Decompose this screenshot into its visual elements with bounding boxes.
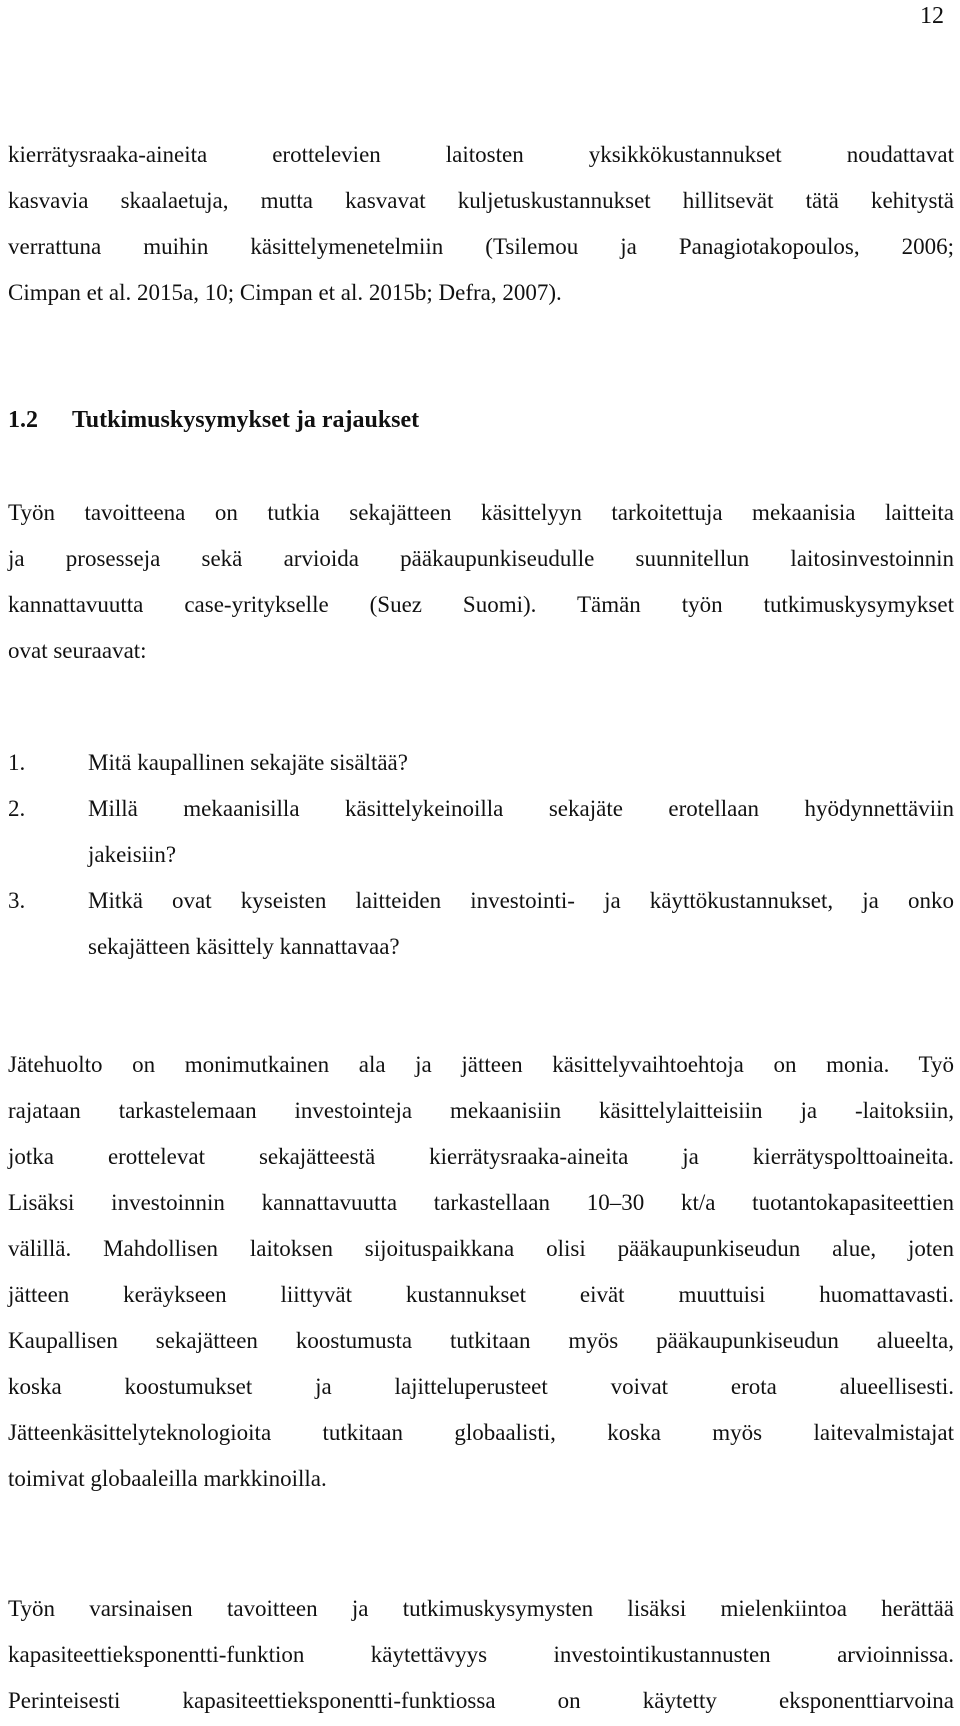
list-item	[8, 878, 954, 970]
text-line: Perinteisesti kapasiteettieksponentti-funktiossa on käytetty eksponenttiarvoina	[8, 1688, 954, 1713]
text-line: Kaupallisen sekajätteen koostumusta tutkitaan myös pääkaupunkiseudun alueelta,	[8, 1328, 954, 1353]
list-item-text: Mitä kaupallinen sekajäte sisältää?	[88, 750, 408, 775]
paragraph-capacity-exponent	[8, 1586, 954, 1724]
text-line: välillä. Mahdollisen laitoksen sijoituspaikkana olisi pääkaupunkiseudun alue, joten	[8, 1236, 954, 1261]
text-line: kannattavuutta case-yritykselle (Suez Suomi). Tämän työn tutkimuskysymykset	[8, 592, 954, 617]
text-line: Työn tavoitteena on tutkia sekajätteen käsittelyyn tarkoitettuja mekaanisia laitteita	[8, 500, 954, 525]
list-item-text: Millä mekaanisilla käsittelykeinoilla sekajäte erotellaan hyödynnettäviin	[88, 796, 954, 821]
text-line: kapasiteettieksponentti-funktion käytettävyys investointikustannusten arvioinnissa.	[8, 1642, 954, 1667]
list-marker: 3.	[8, 888, 26, 913]
text-line: jätteen keräykseen liittyvät kustannukset eivät muuttuisi huomattavasti.	[8, 1282, 954, 1307]
list-marker: 1.	[8, 750, 26, 775]
paragraph-objective	[8, 490, 954, 674]
text-line: toimivat globaaleilla markkinoilla.	[8, 1466, 327, 1491]
text-line: Lisäksi investoinnin kannattavuutta tarkastellaan 10–30 kt/a tuotantokapasiteettien	[8, 1190, 954, 1215]
text-line: ja prosesseja sekä arvioida pääkaupunkiseudulle suunnitellun laitosinvestoinnin	[8, 546, 954, 571]
list-marker: 2.	[8, 796, 26, 821]
section-number: 1.2	[8, 407, 38, 433]
page-number: 12	[920, 3, 944, 29]
text-line: koska koostumukset ja lajitteluperusteet voivat erota alueellisesti.	[8, 1374, 954, 1399]
text-line: Jätehuolto on monimutkainen ala ja jätteen käsittelyvaihtoehtoja on monia. Työ	[8, 1052, 954, 1077]
list-item	[8, 786, 954, 878]
text-line: Työn varsinaisen tavoitteen ja tutkimuskysymysten lisäksi mielenkiintoa herättää	[8, 1596, 954, 1621]
text-line: rajataan tarkastelemaan investointeja mekaanisiin käsittelylaitteisiin ja -laitoksiin,	[8, 1098, 954, 1123]
research-questions-list	[8, 740, 954, 970]
list-item-text: sekajätteen käsittely kannattavaa?	[88, 934, 400, 959]
list-item-text: jakeisiin?	[88, 842, 177, 867]
section-heading	[8, 400, 419, 440]
list-item	[8, 740, 954, 786]
text-line: Cimpan et al. 2015a, 10; Cimpan et al. 2015b; Defra, 2007).	[8, 280, 562, 305]
list-item-text: Mitkä ovat kyseisten laitteiden investointi- ja käyttökustannukset, ja onko	[88, 888, 954, 913]
text-line: kasvavia skaalaetuja, mutta kasvavat kuljetuskustannukset hillitsevät tätä kehitystä	[8, 188, 954, 213]
text-line: kierrätysraaka-aineita erottelevien laitosten yksikkökustannukset noudattavat	[8, 142, 954, 167]
section-title: Tutkimuskysymykset ja rajaukset	[72, 407, 420, 433]
text-line: ovat seuraavat:	[8, 638, 147, 663]
text-line: jotka erottelevat sekajätteestä kierrätysraaka-aineita ja kierrätyspolttoaineita.	[8, 1144, 954, 1169]
paragraph-intro-continued	[8, 132, 954, 316]
paragraph-scope	[8, 1042, 954, 1502]
text-line: verrattuna muihin käsittelymenetelmiin (Tsilemou ja Panagiotakopoulos, 2006;	[8, 234, 954, 259]
text-line: Jätteenkäsittelyteknologioita tutkitaan globaalisti, koska myös laitevalmistajat	[8, 1420, 954, 1445]
